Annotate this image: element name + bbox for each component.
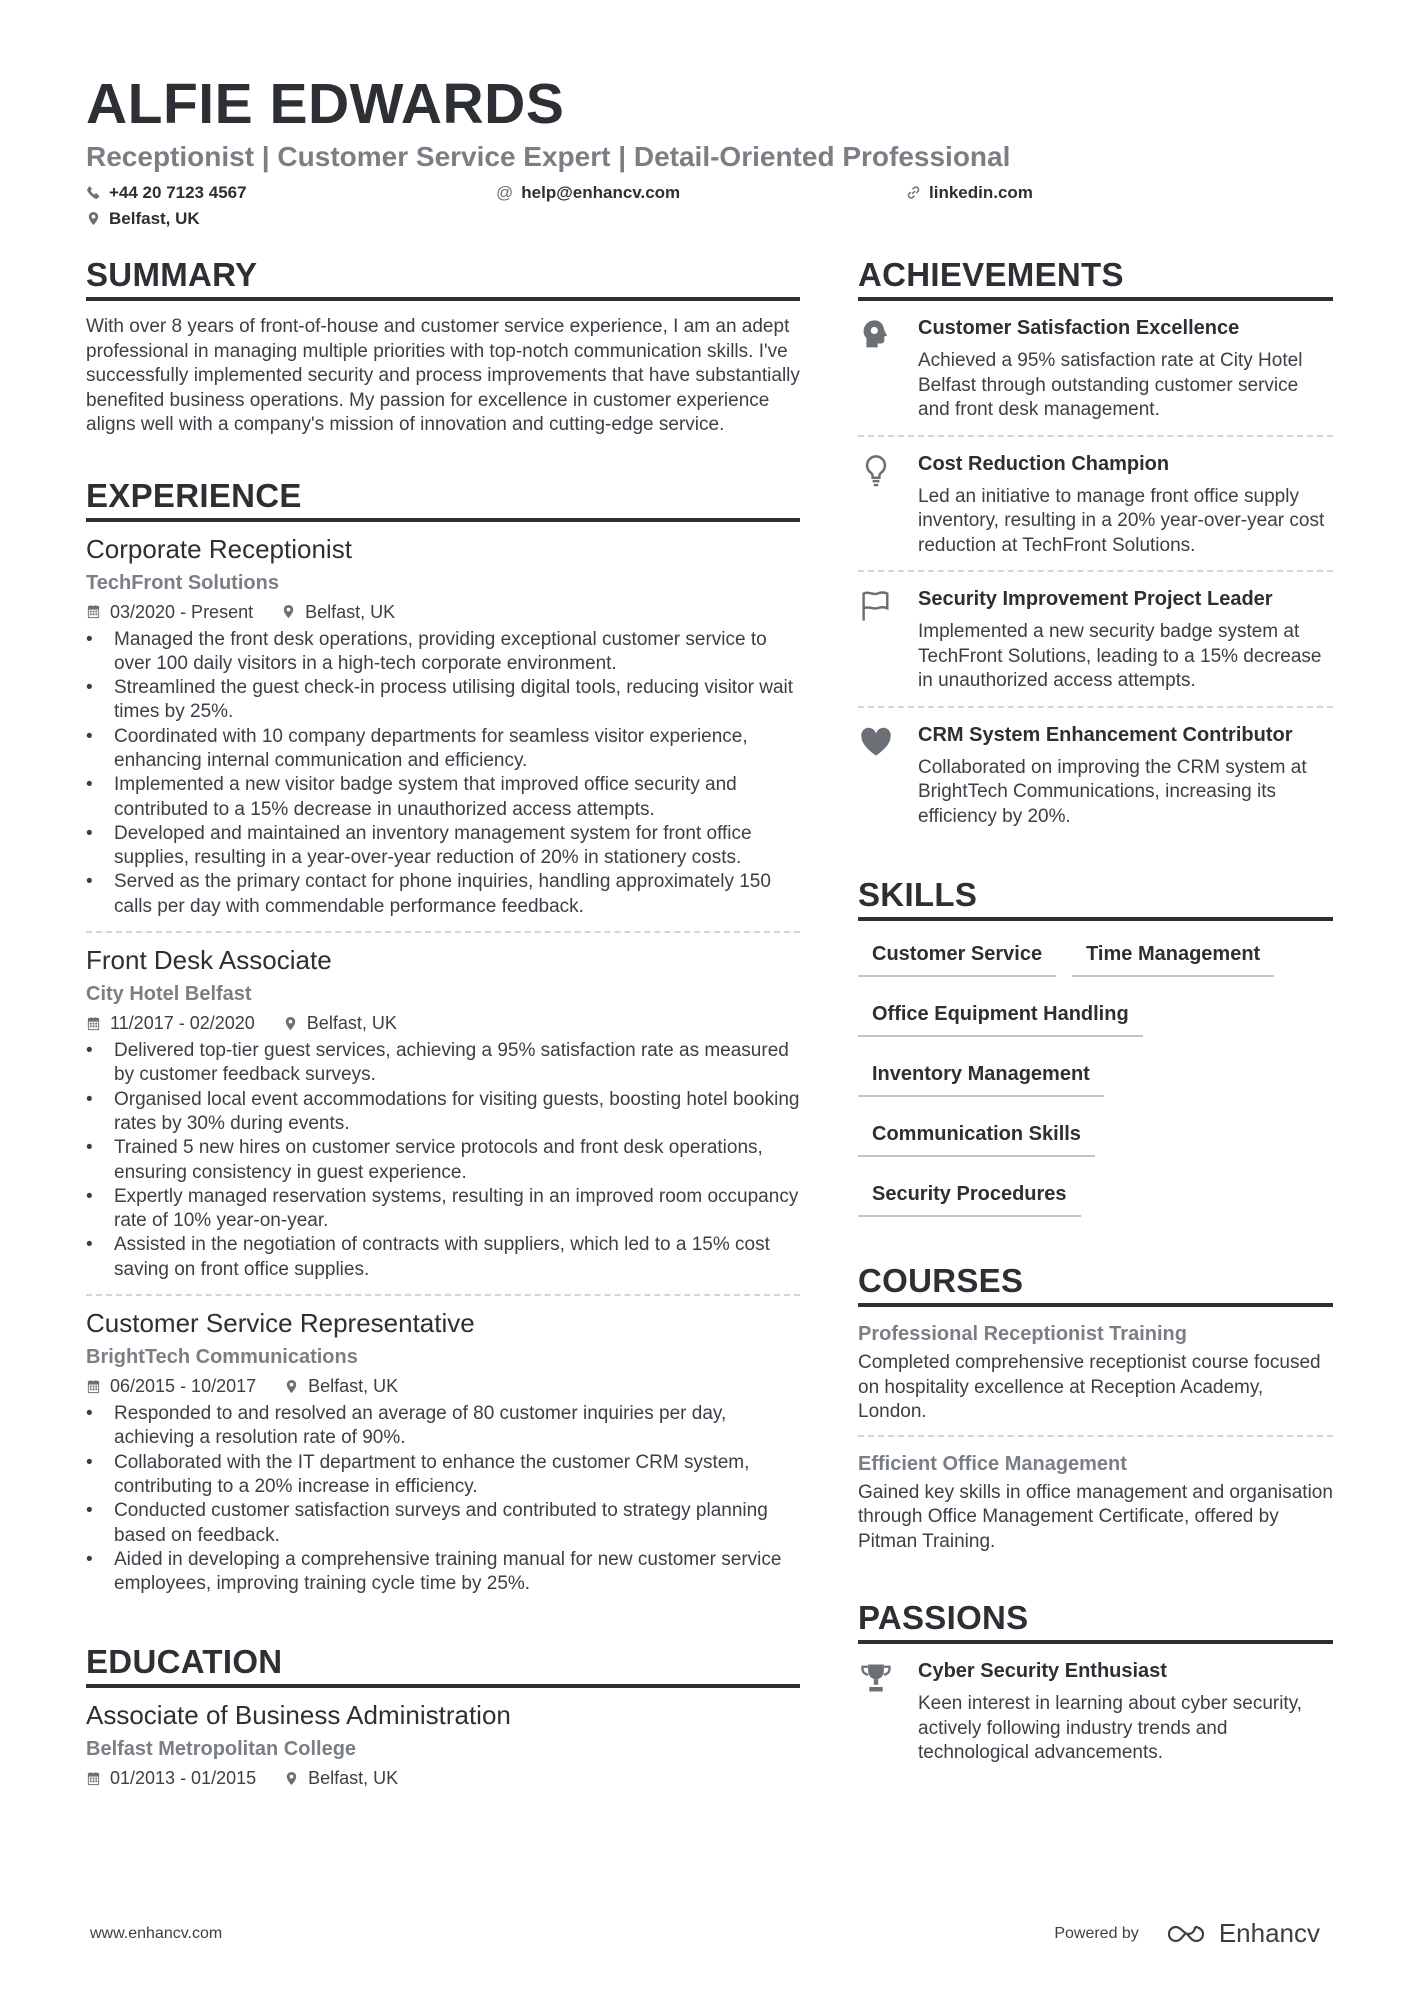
bullet-item: • Expertly managed reservation systems, resulting in an improved room occupancy rate of 10% year-on-year. [86, 1185, 800, 1234]
achievement-text: Led an initiative to manage front office supply inventory, resulting in a 20% year-over-year cost reduction at TechFront Solutions. [918, 485, 1325, 556]
calendar-icon [86, 1016, 101, 1031]
achievement-title: Customer Satisfaction Excellence [918, 317, 1240, 339]
education-section [86, 1642, 800, 1802]
company-name: TechFront Solutions [86, 571, 279, 594]
role-title: Customer Service Representative [86, 1308, 475, 1339]
achievement-item [858, 708, 1333, 842]
passions-heading: PASSIONS [858, 1598, 1333, 1644]
role-dates: 06/2015 - 10/2017 [86, 1374, 256, 1398]
bullet-item: • Aided in developing a comprehensive training manual for new customer service employees, improving training cycle time by 25%. [86, 1548, 800, 1597]
bullet-item: • Managed the front desk operations, providing exceptional customer service to over 100 daily visitors in a high-tech corporate environment. [86, 628, 800, 677]
achievement-item [858, 301, 1333, 437]
role-title: Corporate Receptionist [86, 533, 352, 564]
contact-row-1 [86, 180, 1336, 205]
summary-section [86, 255, 800, 438]
link-icon [906, 185, 921, 200]
powered-by [1054, 1918, 1320, 1949]
bullet-item: • Served as the primary contact for phone inquiries, handling approximately 150 calls per day with commendable performance feedback. [86, 870, 800, 919]
location-pin-icon [86, 211, 101, 226]
bullet-item: • Conducted customer satisfaction surveys and contributed to strategy planning based on feedback. [86, 1499, 800, 1548]
powered-by-label: Powered by [1054, 1924, 1139, 1942]
bullet-item: • Responded to and resolved an average of 80 customer inquiries per day, achieving a resolution rate of 90%. [86, 1402, 800, 1451]
education-entry [86, 1688, 800, 1802]
role-meta [86, 1374, 800, 1398]
website-link[interactable]: www.enhancv.com [90, 1924, 223, 1942]
skills-section [858, 875, 1333, 1235]
brand-logo[interactable] [1165, 1918, 1320, 1949]
flag-icon [858, 588, 894, 624]
role-title: Front Desk Associate [86, 945, 332, 976]
achievement-title: CRM System Enhancement Contributor [918, 723, 1293, 746]
bullet-item: • Coordinated with 10 company departments for seamless visitor experience, enhancing internal communication and efficiency. [86, 725, 800, 774]
experience-heading: EXPERIENCE [86, 476, 800, 522]
passion-item [858, 1644, 1333, 1778]
bullet-item: • Collaborated with the IT department to enhance the customer CRM system, contributing to a 20% increase in efficiency. [86, 1451, 800, 1500]
heart-icon [858, 724, 894, 760]
education-dates: 01/2013 - 01/2015 [86, 1766, 256, 1790]
contact-row-2 [86, 206, 1336, 231]
achievement-title: Cost Reduction Champion [918, 452, 1170, 475]
experience-entry [86, 522, 800, 934]
skill-tag: Office Equipment Handling [858, 995, 1143, 1037]
achievement-item [858, 572, 1333, 708]
phone-icon [86, 185, 101, 200]
calendar-icon [86, 604, 101, 619]
skill-tag: Inventory Management [858, 1055, 1104, 1097]
achievement-text: Implemented a new security badge system at TechFront Solutions, leading to a 15% decrease in unauthorized access attempts. [918, 621, 1322, 691]
role-location: Belfast, UK [284, 1374, 398, 1398]
course-text: Completed comprehensive receptionist course focused on hospitality excellence at Reception Academy, London. [858, 1352, 1321, 1422]
role-dates: 03/2020 - Present [86, 600, 253, 624]
bullet-item: • Organised local event accommodations for visiting guests, boosting hotel booking rates by 30% during events. [86, 1088, 800, 1137]
bullet-item: • Developed and maintained an inventory management system for front office supplies, resulting in a year-over-year reduction of 20% in stationery costs. [86, 822, 800, 871]
resume-header [86, 72, 1336, 231]
left-column [86, 255, 800, 1840]
summary-heading: SUMMARY [86, 255, 800, 301]
bullet-item: • Implemented a new visitor badge system that improved office security and contributed to a 15% decrease in unauthorized access attempts. [86, 773, 800, 822]
achievement-title: Security Improvement Project Leader [918, 588, 1273, 610]
experience-entry [86, 933, 800, 1296]
skills-list [858, 935, 1333, 1235]
skills-heading: SKILLS [858, 875, 1333, 921]
bullet-item: • Delivered top-tier guest services, achieving a 95% satisfaction rate as measured by customer feedback surveys. [86, 1039, 800, 1088]
role-location: Belfast, UK [283, 1011, 397, 1035]
achievements-heading: ACHIEVEMENTS [858, 255, 1333, 301]
phone-text: +44 20 7123 4567 [109, 183, 247, 202]
education-location: Belfast, UK [284, 1766, 398, 1790]
lightbulb-icon [858, 453, 894, 489]
role-meta [86, 600, 800, 624]
candidate-name: ALFIE EDWARDS [86, 72, 565, 136]
email-text: help@enhancv.com [521, 183, 681, 202]
calendar-icon [86, 1771, 101, 1786]
skill-tag: Time Management [1072, 935, 1274, 977]
phone-contact[interactable] [86, 180, 496, 205]
email-contact[interactable] [496, 180, 906, 205]
courses-heading: COURSES [858, 1261, 1333, 1307]
bullet-item: • Trained 5 new hires on customer service protocols and front desk operations, ensuring consistency in guest experience. [86, 1136, 800, 1185]
role-bullets [86, 628, 800, 920]
company-name: City Hotel Belfast [86, 983, 252, 1006]
experience-entry [86, 1296, 800, 1608]
role-bullets [86, 1402, 800, 1596]
location-contact [86, 206, 200, 231]
location-pin-icon [281, 604, 296, 619]
summary-text: With over 8 years of front-of-house and customer service experience, I am an adept professional in managing multiple priorities with top-notch communication skills. I've successfully implemented security and process improvements that have substantially benefited business operations. My passion for excellence in customer experience aligns well with a company's mission of innovation and cutting-edge service. [86, 316, 800, 435]
at-icon: @ [496, 183, 514, 202]
bullet-item: • Assisted in the negotiation of contracts with suppliers, which led to a 15% cost saving on front office supplies. [86, 1233, 800, 1282]
course-text: Gained key skills in office management and organisation through Office Management Certificate, offered by Pitman Training. [858, 1481, 1333, 1552]
enhancv-logo-icon [1165, 1922, 1211, 1946]
right-column [858, 255, 1333, 1816]
degree-title: Associate of Business Administration [86, 1700, 511, 1731]
role-meta [86, 1011, 800, 1035]
school-name: Belfast Metropolitan College [86, 1738, 357, 1761]
course-item [858, 1307, 1333, 1437]
brand-name: Enhancv [1218, 1918, 1320, 1948]
achievement-item [858, 437, 1333, 573]
course-title: Professional Receptionist Training [858, 1323, 1187, 1345]
achievements-section [858, 255, 1333, 841]
role-location: Belfast, UK [281, 600, 395, 624]
role-dates: 11/2017 - 02/2020 [86, 1011, 255, 1035]
location-pin-icon [284, 1771, 299, 1786]
location-text: Belfast, UK [109, 209, 200, 228]
achievement-text: Achieved a 95% satisfaction rate at City Hotel Belfast through outstanding customer service and front desk management. [918, 350, 1303, 420]
education-meta [86, 1766, 800, 1790]
course-title: Efficient Office Management [858, 1452, 1127, 1475]
skill-tag: Security Procedures [858, 1175, 1081, 1217]
experience-section [86, 476, 800, 1609]
candidate-headline: Receptionist | Customer Service Expert | Detail-Oriented Professional [86, 141, 1011, 172]
passion-title: Cyber Security Enthusiast [918, 1660, 1167, 1682]
role-bullets [86, 1039, 800, 1282]
page-footer [90, 1918, 1320, 1949]
trophy-icon [858, 1660, 894, 1696]
calendar-icon [86, 1379, 101, 1394]
head-icon [858, 317, 894, 353]
passions-section [858, 1598, 1333, 1778]
achievement-text: Collaborated on improving the CRM system at BrightTech Communications, increasing its efficiency by 20%. [918, 756, 1307, 827]
skill-tag: Customer Service [858, 935, 1056, 977]
linkedin-text: linkedin.com [929, 183, 1033, 202]
skill-tag: Communication Skills [858, 1115, 1095, 1157]
linkedin-contact[interactable] [906, 180, 1033, 205]
courses-section [858, 1261, 1333, 1564]
company-name: BrightTech Communications [86, 1346, 358, 1369]
bullet-item: • Streamlined the guest check-in process utilising digital tools, reducing visitor wait times by 25%. [86, 676, 800, 725]
location-pin-icon [284, 1379, 299, 1394]
passion-text: Keen interest in learning about cyber security, actively following industry trends and technological advancements. [918, 1693, 1303, 1763]
course-item [858, 1437, 1333, 1565]
education-heading: EDUCATION [86, 1642, 800, 1688]
location-pin-icon [283, 1016, 298, 1031]
